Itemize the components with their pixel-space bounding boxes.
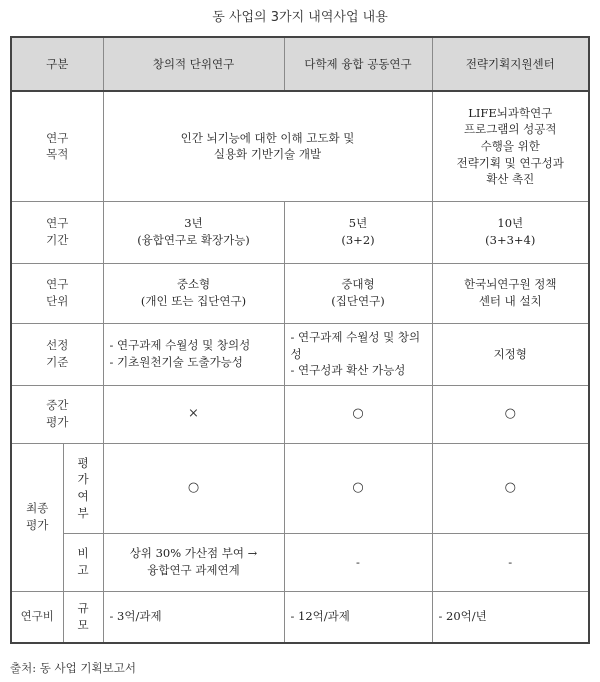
row-final-eval xyxy=(11,443,589,533)
program-comparison-table xyxy=(10,36,590,644)
sub-label-scale: 규모 xyxy=(63,591,103,643)
unit-col1: 중소형 (개인 또는 집단연구) xyxy=(103,263,284,323)
interim-col3: ○ xyxy=(432,385,589,443)
label-unit: 연구 단위 xyxy=(11,263,103,323)
header-col3: 전략기획지원센터 xyxy=(432,37,589,91)
purpose-col3: LIFE뇌과학연구 프로그램의 성공적 수행을 위한 전략기획 및 연구성과 확산 촉진 xyxy=(432,91,589,201)
label-interim: 중간 평가 xyxy=(11,385,103,443)
period-col2: 5년 (3+2) xyxy=(284,201,432,263)
period-col1: 3년 (융합연구로 확장가능) xyxy=(103,201,284,263)
period-col3: 10년 (3+3+4) xyxy=(432,201,589,263)
final-note-col2: - xyxy=(284,533,432,591)
selection-col2: - 연구과제 수월성 및 창의성 - 연구성과 확산 가능성 xyxy=(284,323,432,385)
row-final-note xyxy=(11,533,589,591)
budget-col3: - 20억/년 xyxy=(432,591,589,643)
header-col1: 창의적 단위연구 xyxy=(103,37,284,91)
selection-col1: - 연구과제 수월성 및 창의성 - 기초원천기술 도출가능성 xyxy=(103,323,284,385)
budget-col2: - 12억/과제 xyxy=(284,591,432,643)
selection-col3: 지정형 xyxy=(432,323,589,385)
final-note-col3: - xyxy=(432,533,589,591)
final-note-col1: 상위 30% 가산점 부여 → 융합연구 과제연계 xyxy=(103,533,284,591)
budget-col1: - 3억/과제 xyxy=(103,591,284,643)
row-purpose xyxy=(11,91,589,201)
row-interim xyxy=(11,385,589,443)
row-budget xyxy=(11,591,589,643)
unit-col2: 중대형 (집단연구) xyxy=(284,263,432,323)
header-row xyxy=(11,37,589,91)
sub-label-note: 비고 xyxy=(63,533,103,591)
final-eval-col2: ○ xyxy=(284,443,432,533)
label-purpose: 연구 목적 xyxy=(11,91,103,201)
header-col2: 다학제 융합 공동연구 xyxy=(284,37,432,91)
row-period xyxy=(11,201,589,263)
source-note: 출처: 동 사업 기획보고서 xyxy=(10,661,136,675)
final-eval-col1: ○ xyxy=(103,443,284,533)
interim-col1: × xyxy=(103,385,284,443)
row-selection xyxy=(11,323,589,385)
label-final: 최종 평가 xyxy=(11,443,63,591)
table-title: 동 사업의 3가지 내역사업 내용 xyxy=(212,10,388,25)
label-period: 연구 기간 xyxy=(11,201,103,263)
unit-col3: 한국뇌연구원 정책 센터 내 설치 xyxy=(432,263,589,323)
row-unit xyxy=(11,263,589,323)
sub-label-eval: 평가여부 xyxy=(63,443,103,533)
header-category: 구분 xyxy=(11,37,103,91)
purpose-merged: 인간 뇌기능에 대한 이해 고도화 및 실용화 기반기술 개발 xyxy=(103,91,432,201)
label-budget: 연구비 xyxy=(11,591,63,643)
interim-col2: ○ xyxy=(284,385,432,443)
label-selection: 선정 기준 xyxy=(11,323,103,385)
final-eval-col3: ○ xyxy=(432,443,589,533)
